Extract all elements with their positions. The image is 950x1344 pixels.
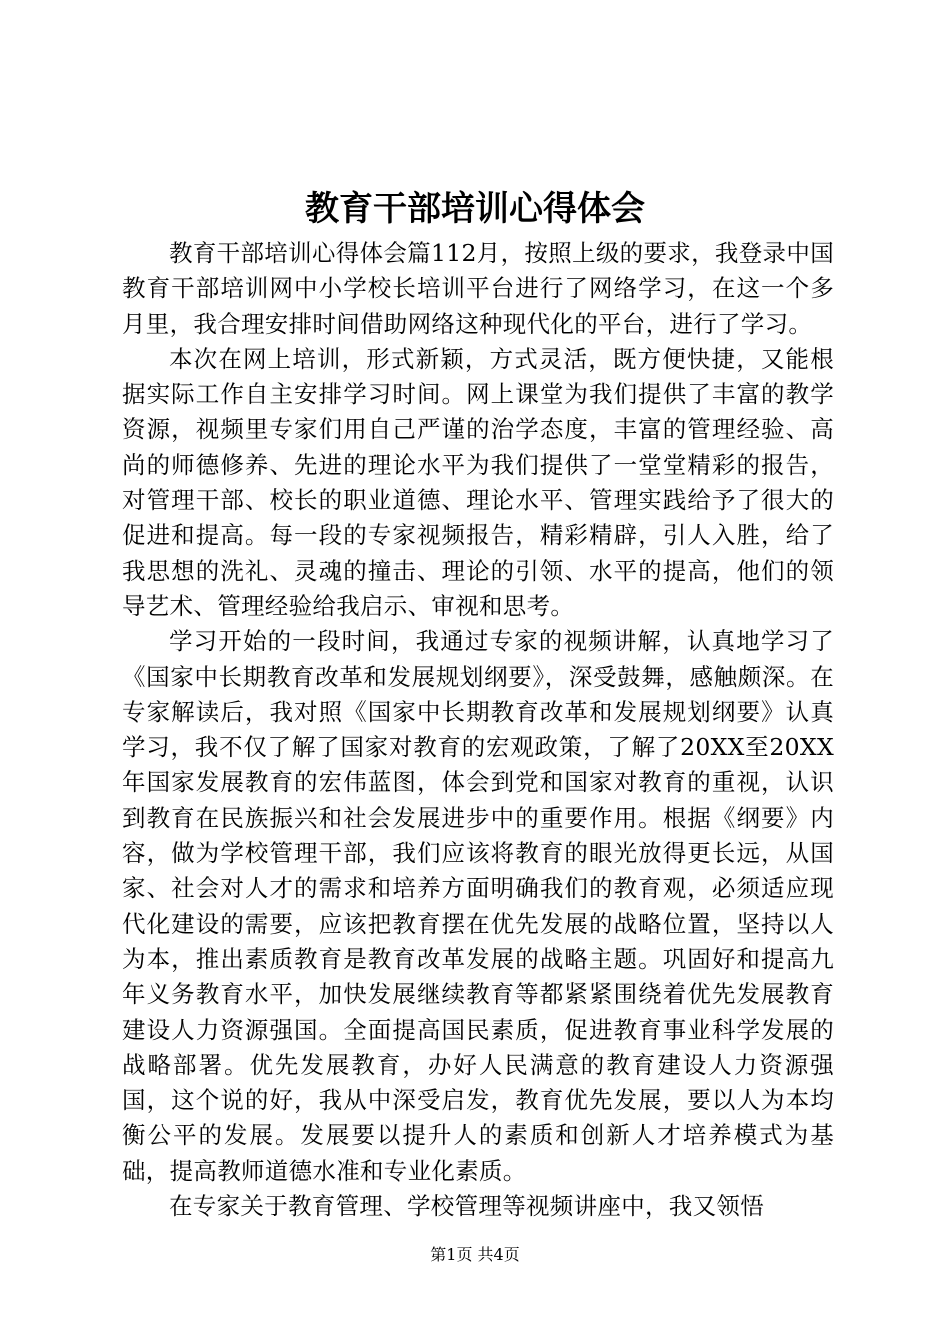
document-body — [122, 236, 834, 1224]
paragraph: 在专家关于教育管理、学校管理等视频讲座中，我又领悟 — [169, 1192, 764, 1221]
paragraph: 教育干部培训心得体会篇112月，按照上级的要求，我登录中国教育干部培训网中小学校长培训平台进行了网络学习，在这一个多月里，我合理安排时间借助网络这种现代化的平台，进行了学习。 — [122, 239, 834, 338]
document-title: 教育干部培训心得体会 — [305, 189, 645, 229]
page-number-footer: 第1页 共4页 — [430, 1245, 520, 1264]
paragraph: 本次在网上培训，形式新颖，方式灵活，既方便快捷，又能根据实际工作自主安排学习时间。网上课堂为我们提供了丰富的教学资源，视频里专家们用自己严谨的治学态度，丰富的管理经验、高尚的师德修养、先进的理论水平为我们提供了一堂堂精彩的报告，对管理干部、校长的职业道德、理论水平、管理实践给予了很大的促进和提高。每一段的专家视频报告，精彩精辟，引人入胜，给了我思想的洗礼、灵魂的撞击、理论的引领、水平的提高，他们的领导艺术、管理经验给我启示、审视和思考。 — [122, 344, 834, 620]
paragraph: 学习开始的一段时间，我通过专家的视频讲解，认真地学习了《国家中长期教育改革和发展规划纲要》，深受鼓舞，感触颇深。在专家解读后，我对照《国家中长期教育改革和发展规划纲要》认真学习，我不仅了解了国家对教育的宏观政策，了解了20XX至20XX年国家发展教育的宏伟蓝图，体会到党和国家对教育的重视，认识到教育在民族振兴和社会发展进步中的重要作用。根据《纲要》内容，做为学校管理干部，我们应该将教育的眼光放得更长远，从国家、社会对人才的需求和培养方面明确我们的教育观，必须适应现代化建设的需要，应该把教育摆在优先发展的战略位置，坚持以人为本，推出素质教育是教育改革发展的战略主题。巩固好和提高九年义务教育水平，加快发展继续教育等都紧紧围绕着优先发展教育建设人力资源强国。全面提高国民素质，促进教育事业科学发展的战略部署。优先发展教育，办好人民满意的教育建设人力资源强国，这个说的好，我从中深受启发，教育优先发展，要以人为本均衡公平的发展。发展要以提升人的素质和创新人才培养模式为基础，提高教师道德水准和专业化素质。 — [122, 627, 834, 1185]
